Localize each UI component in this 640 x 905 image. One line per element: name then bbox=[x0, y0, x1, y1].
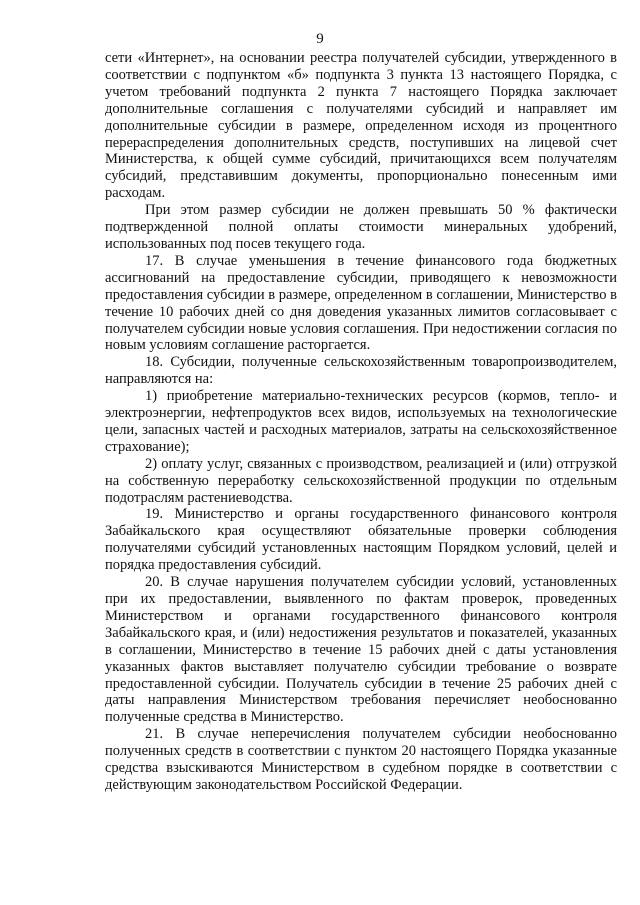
paragraph-clause-19: 19. Министерство и органы государственного финансового контроля Забайкальского края осуществляют обязательные проверки соблюдения получателями субсидий установленных настоящим Порядком условий, целей и порядка предоставления субсидий. bbox=[105, 506, 617, 574]
paragraph-clause-20: 20. В случае нарушения получателем субсидии условий, установленных при их предоставлении, выявленного по фактам проверок, проведенных Министерством и органами государственного финансового контроля Забайкальского края, и (или) недостижения результатов и показателей, указанных в соглашении, Министерство в течение 15 рабочих дней с даты установления указанных фактов выставляет получателю субсидии требование о возврате предоставленной субсидии. Получатель субсидии в течение 25 рабочих дней с даты направления Министерством требования перечисляет необоснованно полученные средства в Министерство. bbox=[105, 574, 617, 726]
paragraph-clause-17: 17. В случае уменьшения в течение финансового года бюджетных ассигнований на предоставление субсидии, приводящего к невозможности предоставления субсидии в размере, определенном в соглашении, Министерство в течение 10 рабочих дней со дня доведения указанных лимитов согласовывает с получателем субсидии новые условия соглашения. При недостижении согласия по новым условиям соглашение расторгается. bbox=[105, 252, 617, 354]
paragraph-clause-18: 18. Субсидии, полученные сельскохозяйственным товаропроизводителем, направляются на: bbox=[105, 354, 617, 388]
paragraph-clause-18-item-2: 2) оплату услуг, связанных с производством, реализацией и (или) отгрузкой на собственную переработку сельскохозяйственной продукции по отдельным подотраслям растениеводства. bbox=[105, 455, 617, 506]
page-number: 9 bbox=[316, 31, 324, 47]
paragraph-clause-18-item-1: 1) приобретение материально-технических ресурсов (кормов, тепло- и электроэнергии, нефтепродуктов всех видов, используемых на технологические цели, запасных частей и расходных материалов, затраты на сельскохозяйственное страхование); bbox=[105, 388, 617, 455]
paragraph-continuation: сети «Интернет», на основании реестра получателей субсидии, утвержденного в соответствии с подпунктом «б» подпункта 3 пункта 13 настоящего Порядка, с учетом требований подпункта 2 пункта 7 настоящего Порядка заключает дополнительные соглашения с получателями субсидий и направляет им дополнительные субсидии в размере, определенном исходя из процентного перераспределения дополнительных средств, поступивших на лицевой счет Министерства, к общей сумме субсидий, причитающихся всем получателям субсидий, представившим документы, пропорционально понесенным ими расходам. bbox=[105, 50, 617, 202]
document-body bbox=[105, 50, 617, 794]
paragraph-subsidy-limit: При этом размер субсидии не должен превышать 50 % фактически подтвержденной полной оплаты стоимости минеральных удобрений, использованных под посев текущего года. bbox=[105, 202, 617, 252]
paragraph-clause-21: 21. В случае неперечисления получателем субсидии необоснованно полученных средств в соответствии с пунктом 20 настоящего Порядка указанные средства взыскиваются Министерством в судебном порядке в соответствии с действующим законодательством Российской Федерации. bbox=[105, 726, 617, 793]
